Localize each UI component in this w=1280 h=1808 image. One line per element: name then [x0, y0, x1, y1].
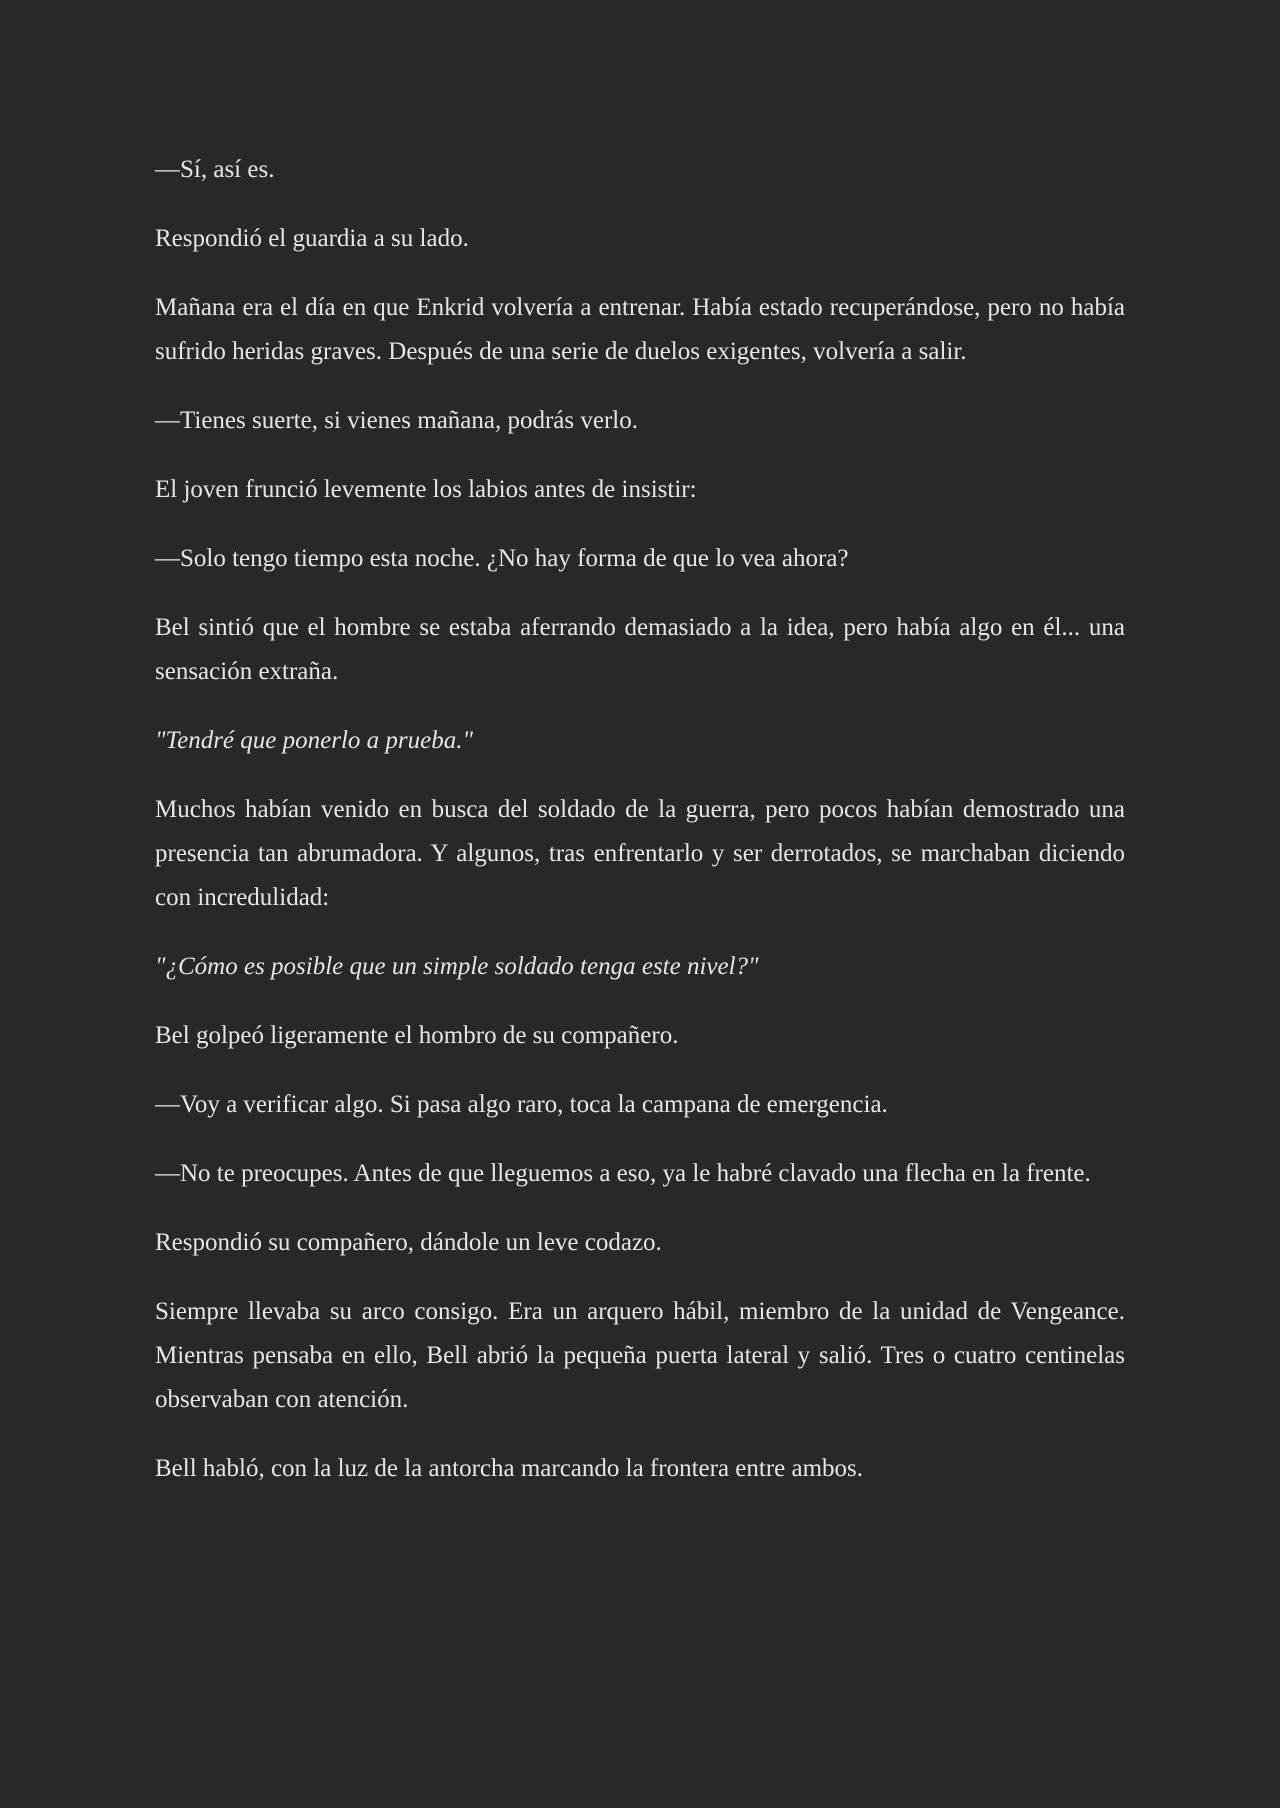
paragraph-11: Bel golpeó ligeramente el hombro de su compañero.	[155, 1022, 679, 1049]
paragraph-7: Bel sintió que el hombre se estaba aferrando demasiado a la idea, pero había algo en él... una sensación extraña.	[155, 614, 1125, 685]
paragraph-16: Bell habló, con la luz de la antorcha marcando la frontera entre ambos.	[155, 1455, 864, 1482]
paragraph-3: Mañana era el día en que Enkrid volvería a entrenar. Había estado recuperándose, pero no había sufrido heridas graves. Después de una serie de duelos exigentes, volvería a salir.	[155, 294, 1125, 365]
paragraph-9: Muchos habían venido en busca del soldado de la guerra, pero pocos habían demostrado una presencia tan abrumadora. Y algunos, tras enfrentarlo y ser derrotados, se marchaban diciendo con incredulidad:	[155, 796, 1125, 911]
paragraph-2: Respondió el guardia a su lado.	[155, 225, 469, 252]
paragraph-10-quote: "¿Cómo es posible que un simple soldado tenga este nivel?"	[155, 953, 759, 980]
paragraph-6: —Solo tengo tiempo esta noche. ¿No hay forma de que lo vea ahora?	[155, 545, 849, 572]
paragraph-1: —Sí, así es.	[155, 156, 275, 183]
paragraph-8-thought: "Tendré que ponerlo a prueba."	[155, 727, 473, 754]
paragraph-13: —No te preocupes. Antes de que lleguemos a eso, ya le habré clavado una flecha en la frente.	[155, 1160, 1091, 1187]
paragraph-12: —Voy a verificar algo. Si pasa algo raro, toca la campana de emergencia.	[155, 1091, 888, 1118]
reading-page	[155, 148, 1125, 1516]
paragraph-5: El joven frunció levemente los labios antes de insistir:	[155, 476, 697, 503]
paragraph-15: Siempre llevaba su arco consigo. Era un arquero hábil, miembro de la unidad de Vengeance. Mientras pensaba en ello, Bell abrió la pequeña puerta lateral y salió. Tres o cuatro centinelas observaban con atención.	[155, 1298, 1125, 1413]
paragraph-14: Respondió su compañero, dándole un leve codazo.	[155, 1229, 662, 1256]
paragraph-4: —Tienes suerte, si vienes mañana, podrás verlo.	[155, 407, 638, 434]
